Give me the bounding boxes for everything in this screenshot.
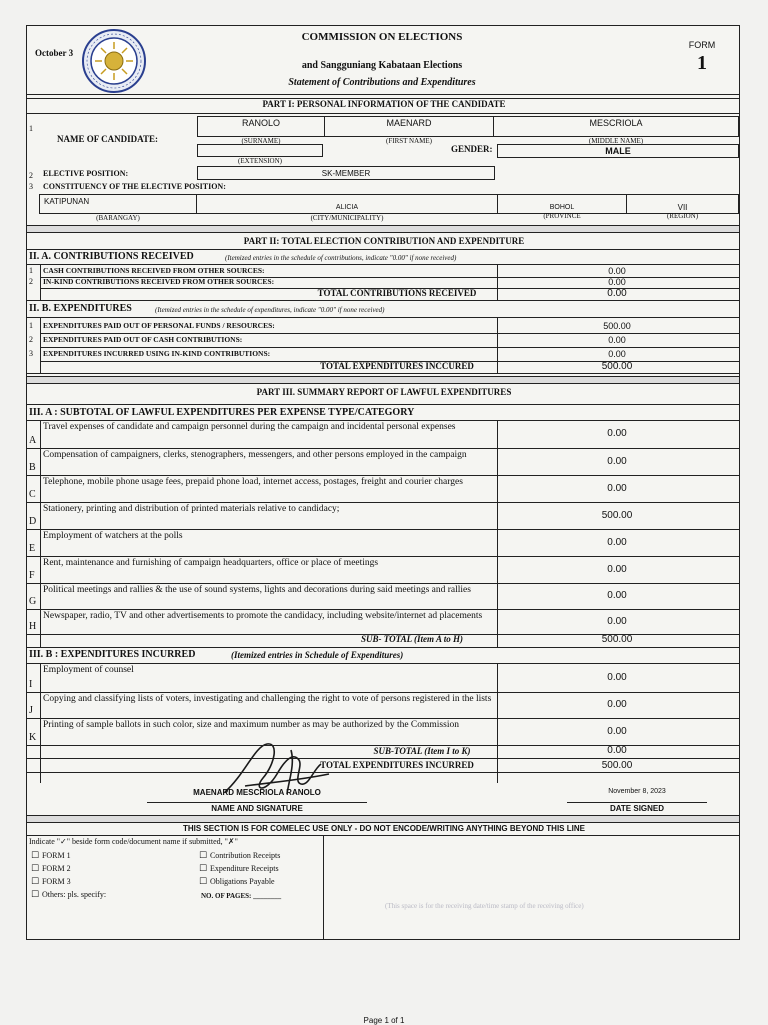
page-number: Page 1 of 1: [363, 1016, 405, 1025]
category-letter: B: [29, 462, 36, 473]
part2-title: PART II: TOTAL ELECTION CONTRIBUTION AND EXPENDITURE: [243, 236, 525, 246]
part1-title: PART I: PERSONAL INFORMATION OF THE CANDIDATE: [262, 99, 506, 109]
expenditure-value: 0.00: [608, 335, 626, 345]
extension-caption: (EXTENSION): [238, 157, 282, 165]
category-letter: E: [29, 543, 36, 554]
checkbox-icon: ☐: [199, 864, 210, 874]
checkbox-label: FORM 2: [41, 864, 71, 873]
expenditure-label: EXPENDITURES PAID OUT OF CASH CONTRIBUTIONS:: [43, 335, 243, 344]
checkbox-label: Others: pls. specify:: [41, 890, 107, 899]
checkbox-icon: ☐: [199, 851, 210, 861]
middle-name-caption: (MIDDLE NAME): [588, 137, 644, 145]
expenditure-num: 3: [29, 349, 33, 358]
stamp-note: (This space is for the receiving date/time stamp of the receiving office): [385, 902, 584, 910]
row-divider: [27, 745, 739, 746]
expenditure-label: EXPENDITURES PAID OUT OF PERSONAL FUNDS / RESOURCES:: [43, 321, 275, 330]
category-value: 0.00: [607, 699, 627, 710]
category-value: 0.00: [607, 563, 627, 575]
pages-label: NO. OF PAGES: ________: [201, 892, 282, 900]
checkbox-icon: ☐: [199, 877, 210, 887]
category-value: 0.00: [607, 455, 627, 467]
row-divider: [27, 448, 739, 449]
category-value: 0.00: [607, 671, 627, 683]
category-letter: D: [29, 516, 37, 527]
category-description: Stationery, printing and distribution of printed materials relative to candidacy;: [43, 504, 340, 514]
contributions-title: II. A. CONTRIBUTIONS RECEIVED: [29, 251, 194, 262]
barangay-field: KATIPUNAN: [39, 194, 197, 214]
category-description: Printing of sample ballots in such color, size and maximum number as may be authorized by the Commission: [43, 720, 459, 730]
total-expenditures-label: TOTAL EXPENDITURES INCCURED: [320, 361, 474, 371]
subtotal-a-label: SUB- TOTAL (Item A to H): [361, 634, 463, 644]
checkbox-icon: ☐: [31, 877, 42, 887]
date-fragment: October 3: [35, 48, 74, 58]
category-letter: C: [29, 489, 36, 500]
checkbox-label: Obligations Payable: [209, 877, 275, 886]
constituency-label: CONSTITUENCY OF THE ELECTIVE POSITION:: [43, 182, 226, 191]
category-description: Travel expenses of candidate and campaign personnel during the campaign and incidental personal expenses: [43, 422, 456, 432]
category-letter: I: [29, 679, 33, 690]
row-divider: [27, 556, 739, 557]
checkbox-icon: ☐: [31, 864, 42, 874]
gender-field: MALE: [497, 144, 739, 158]
part3a-title: III. A : SUBTOTAL OF LAWFUL EXPENDITURES PER EXPENSE TYPE/CATEGORY: [29, 407, 415, 418]
expenditure-value: 0.00: [608, 349, 626, 359]
part3b-title: III. B : EXPENDITURES INCURRED: [29, 649, 196, 660]
checkbox-label: Expenditure Receipts: [209, 864, 279, 873]
category-letter: A: [29, 435, 37, 446]
date-caption: DATE SIGNED: [567, 802, 707, 813]
category-description: Copying and classifying lists of voters, investigating and challenging the right to vote of persons registered in the lists: [43, 694, 492, 704]
category-value: 0.00: [607, 536, 627, 548]
total-contributions-value: 0.00: [607, 288, 627, 299]
checkbox-option[interactable]: [199, 877, 275, 887]
surname-caption: (SURNAME): [241, 137, 281, 145]
checkbox-option[interactable]: [31, 890, 106, 900]
category-letter: F: [29, 570, 35, 581]
row-divider: [40, 347, 739, 348]
city-field: ALICIA: [196, 194, 498, 214]
row-divider: [27, 475, 739, 476]
row-divider: [27, 692, 739, 693]
expenditure-value: 500.00: [603, 321, 631, 331]
row-divider: [27, 718, 739, 719]
total-incurred-label: TOTAL EXPENDITURES INCURRED: [320, 760, 474, 770]
indicate-note: Indicate "✓" beside form code/document name if submitted, "✗": [29, 837, 238, 846]
category-letter: H: [29, 621, 37, 632]
checkbox-icon: ☐: [31, 851, 42, 861]
contribution-label: CASH CONTRIBUTIONS RECEIVED FROM OTHER SOURCES:: [43, 266, 265, 275]
expenditure-num: 2: [29, 335, 33, 344]
category-value: 500.00: [601, 509, 633, 521]
part3-title: PART III. SUMMARY REPORT OF LAWFUL EXPENDITURES: [256, 387, 512, 397]
category-description: Employment of watchers at the polls: [43, 531, 183, 541]
checkbox-label: Contribution Receipts: [209, 851, 281, 860]
category-value: 0.00: [607, 615, 627, 627]
category-value: 0.00: [607, 590, 627, 601]
checkbox-label: FORM 1: [41, 851, 71, 860]
row-divider: [27, 529, 739, 530]
middle-name-field: MESCRIOLA: [493, 116, 739, 137]
signer-name: MAENARD MESCRIOLA RANOLO: [193, 788, 321, 797]
category-letter: G: [29, 596, 37, 607]
checkbox-option[interactable]: [199, 864, 279, 874]
row-divider: [27, 609, 739, 610]
signer-caption: NAME AND SIGNATURE: [147, 802, 367, 813]
form-number: 1: [697, 52, 707, 74]
contribution-value: 0.00: [608, 266, 626, 276]
position-field: SK-MEMBER: [197, 166, 495, 180]
checkbox-option[interactable]: [199, 851, 280, 861]
election-title: and Sangguniang Kabataan Elections: [301, 60, 463, 71]
category-description: Employment of counsel: [43, 665, 134, 675]
surname-field: RANOLO: [197, 116, 325, 137]
subtotal-a-value: 500.00: [601, 634, 633, 645]
extension-field: [197, 144, 323, 157]
row-divider: [40, 333, 739, 334]
first-name-caption: (FIRST NAME): [386, 137, 432, 145]
subtotal-b-value: 0.00: [607, 745, 627, 756]
row-divider: [40, 361, 739, 362]
expenditure-label: EXPENDITURES INCURRED USING IN-KIND CONTRIBUTIONS:: [43, 349, 271, 358]
category-value: 0.00: [607, 482, 627, 494]
contribution-label: IN-KIND CONTRIBUTIONS RECEIVED FROM OTHER SOURCES:: [43, 277, 275, 286]
commission-title: COMMISSION ON ELECTIONS: [301, 31, 463, 43]
total-contributions-label: TOTAL CONTRIBUTIONS RECEIVED: [317, 288, 477, 298]
comelec-title: THIS SECTION IS FOR COMELEC USE ONLY - DO NOT ENCODE/WRITING ANYTHING BEYOND THIS LINE: [183, 824, 585, 833]
row-divider: [27, 502, 739, 503]
form-sheet: October 3 COMMISSION ON ELECTIONS and Sangguniang Kabataan Elections Statement of Contributions and Expenditures FORM 1 PART I: PERSONAL INFORMATION OF THE CANDIDATE 1 NAME OF CANDIDATE: RANOLO (SURNAME) MAENARD (FIRST NAME) MESCRIOLA (MIDDLE NAME) (EXTENSION) GENDER: MALE 2 ELECTIVE POSITION: SK-MEMBER 3 CONSTITUENCY OF THE ELECTIVE POSITION: KATIPUNAN (BARANGAY) ALICIA (CITY/MUNICIPALITY) BOHOL (PROVINCE VII (REGION) PART II: TOTAL ELECTION CONTRIBUTION AND EXPENDITURE II. A. CONTRIBUTIONS RECEIVED (Itemized entries in the schedule of contributions, indicate "0.00" if none received) TOTAL CONTRIBUTIONS RECEIVED 0.00 II. B. EXPENDITURES (Itemized entries in the schedule of expenditures, indicate "0.00" if none received) TOTAL EXPENDITURES INCCURED 500.00 PART III. SUMMARY REPORT OF LAWFUL EXPENDITURES III. A : SUBTOTAL OF LAWFUL EXPENDITURES PER EXPENSE TYPE/CATEGORY SUB- TOTAL (Item A to H) 500.00 III. B : EXPENDITURES INCURRED (Itemized entries in Schedule of Expenditures) SUB-TOTAL (Item I to K) 0.00 TOTAL EXPENDITURES INCURRED 500.00 MAENARD MESCRIOLA RANOLO NAME AND SIGNATURE November 8, 2023 DATE SIGNED THIS SECTION IS FOR COMELEC USE ONLY - DO NOT ENCODE/WRITING ANYTHING BEYOND THIS LINE Indicate "✓" beside form code/document name if submitted, "✗" NO. OF PAGES: ________ (This space is for the receiving date/time stamp of the receiving office) 1 CASH CONTRIBUTIONS RECEIVED FROM OTHER SOURCES: 0.00 2 IN-KIND CONTRIBUTIONS RECEIVED FROM OTHER SOURCES: 0.00 1 EXPENDITURES PAID OUT OF PERSONAL FUNDS / RESOURCES: 500.00 2 EXPENDITURES PAID OUT OF CASH CONTRIBUTIONS: 0.00 3 EXPENDITURES INCURRED USING IN-KIND CONTRIBUTIONS: 0.00 A Travel expenses of candidate and campaign personnel during the campaign and incidental personal expenses 0.00 B Compensation of campaigners, clerks, stenographers, messengers, and other persons employed in the campaign 0.00 C Telephone, mobile phone usage fees, prepaid phone load, internet access, postages, freight and courier charges 0.00 D Stationery, printing and distribution of printed materials relative to candidacy; 500.00 E Employment of watchers at the polls 0.00 F Rent, maintenance and furnishing of campaign headquarters, office or place of meetings 0.00 G Political meetings and rallies & the use of sound systems, lights and decorations during said meetings and rallies 0.00 H Newspaper, radio, TV and other advertisements to promote the candidacy, including website/internet ad placements 0.00 I Employment of counsel 0.00 J Copying and classifying lists of voters, investigating and challenging the right to vote of persons registered in the lists 0.00 K Printing of sample ballots in such color, size and maximum number as may be authorized by the Commission 0.00 ☐ FORM 1 ☐ FORM 2 ☐ FORM 3 ☐ Others: pls. specify: ☐ Contribution Receipts ☐ Expenditure Receipts ☐ Obligations Payable: [26, 25, 740, 940]
contribution-num: 1: [29, 266, 33, 275]
category-description: Rent, maintenance and furnishing of campaign headquarters, office or place of meetings: [43, 558, 379, 568]
row-divider: [27, 634, 739, 635]
category-value: 0.00: [607, 725, 627, 737]
category-description: Political meetings and rallies & the use of sound systems, lights and decorations during said meetings and rallies: [43, 585, 471, 595]
expenditures-title: II. B. EXPENDITURES: [29, 303, 132, 314]
expenditure-num: 1: [29, 321, 33, 330]
contribution-value: 0.00: [608, 277, 626, 287]
row-divider: [40, 288, 739, 289]
total-expenditures-value: 500.00: [601, 361, 633, 372]
category-description: Compensation of campaigners, clerks, stenographers, messengers, and other persons employed in the campaign: [43, 450, 467, 460]
position-label: ELECTIVE POSITION:: [43, 169, 129, 178]
checkbox-icon: ☐: [31, 890, 42, 900]
checkbox-option[interactable]: [31, 877, 71, 887]
province-field: BOHOL: [497, 194, 627, 214]
date-signed: November 8, 2023: [608, 788, 666, 795]
category-description: Telephone, mobile phone usage fees, prepaid phone load, internet access, postages, freight and courier charges: [43, 477, 463, 487]
form-label: FORM: [688, 40, 716, 50]
category-description: Newspaper, radio, TV and other advertisements to promote the candidacy, including website/internet ad placements: [43, 611, 483, 621]
checkbox-label: FORM 3: [41, 877, 71, 886]
category-letter: J: [29, 705, 33, 716]
name-label: NAME OF CANDIDATE:: [57, 134, 158, 144]
checkbox-option[interactable]: [31, 851, 71, 861]
statement-title: Statement of Contributions and Expenditures: [288, 77, 476, 88]
checkbox-option[interactable]: [31, 864, 71, 874]
category-value: 0.00: [607, 428, 627, 439]
subtotal-b-label: SUB-TOTAL (Item I to K): [373, 746, 471, 756]
contribution-num: 2: [29, 277, 33, 286]
gender-label: GENDER:: [451, 144, 493, 154]
first-name-field: MAENARD: [324, 116, 494, 137]
row-divider: [27, 583, 739, 584]
region-field: VII: [626, 194, 739, 214]
category-letter: K: [29, 732, 37, 743]
total-incurred-value: 500.00: [601, 760, 633, 771]
comelec-seal-icon: [81, 28, 147, 94]
